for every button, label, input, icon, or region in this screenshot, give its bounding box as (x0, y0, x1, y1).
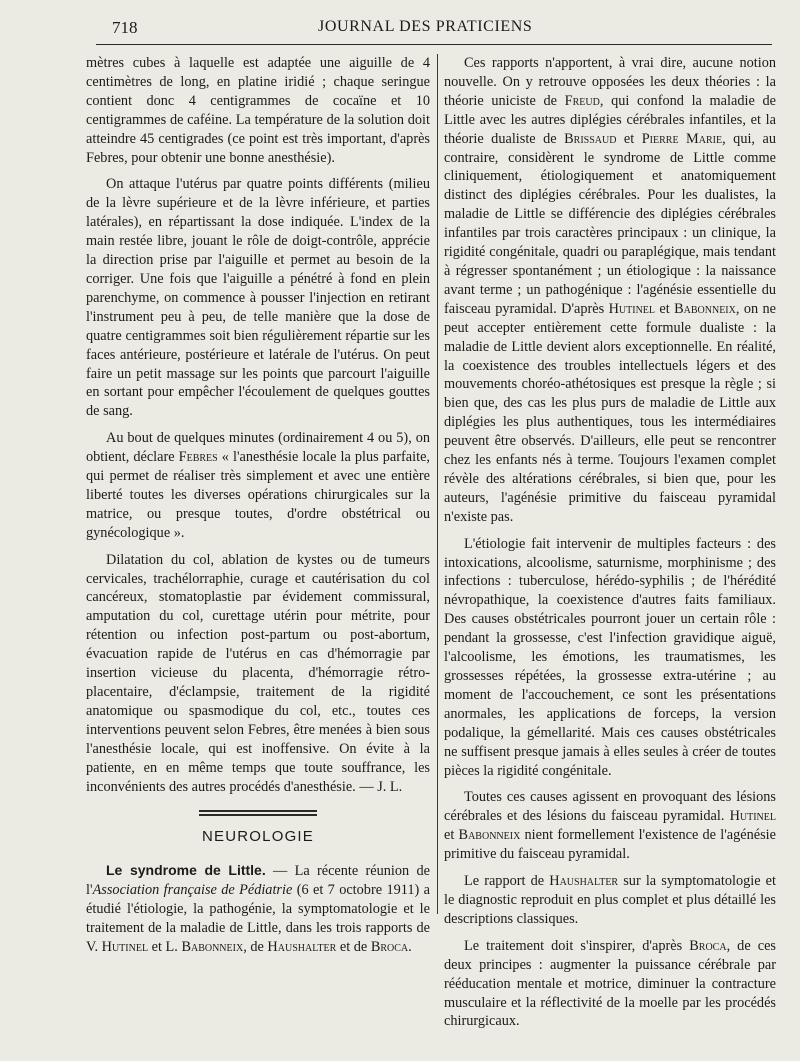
author-name: Hutinel (101, 938, 149, 955)
article-title: Le syndrome de Little. (106, 862, 266, 879)
text-run: , on ne peut accepter entièrement cette formule dualiste : la maladie de Little devient alors exceptionnelle. En réalité, la coexistence des troubles intellectuels légers et des mouvements choréo-athétosiques est presque la règle ; si bien que, des cas les plus purs de maladie de Little aux diplégies les plus authentiques, tous les intermédiaires peuvent être observés. D'ailleurs, elle peut se rencontrer chez les enfants nés à terme. Toujours l'examen complet révèle des altérations cérébrales, si bien que, pour les auteurs, l'agénésie primitive du faisceau pyramidal n'existe pas. (444, 300, 777, 525)
right-column (444, 54, 776, 1039)
author-name: Haushalter (549, 873, 619, 890)
author-name: Broca (689, 937, 727, 954)
text-run: « l'anesthésie locale la plus parfaite, qui permet de réaliser très simplement et avec une entière liberté toutes les diverses opérations chirurgicales sur la matrice, ou presque toutes, d'ordre obstétrical ou gynécologique ». (86, 449, 430, 541)
paragraph-etiology: L'étiologie fait intervenir de multiples facteurs : des intoxications, alcoolisme, saturnisme, morphinisme ; des infections : tuberculose, hérédo-syphilis ; de l'hérédité névropathique, la coexistence d'autres faits familiaux. Des causes obstétricales pourront jouer un certain rôle : pendant la grossesse, c'est l'infection gravidique aiguë, l'alcoolisme, les émotions, les traumatismes, les grossesses répétées, la grossesse extra-utérine ; au moment de l'accouchement, ce sont les présentations anormales, les applications de forceps, la version podalique, la gémellarité. Mais ces causes obstétricales ne suffisent presque jamais à elles seules à créer de toutes pièces la rigidité congénitale. (444, 535, 776, 779)
paragraph-cocaine-solution: mètres cubes à laquelle est adaptée une aiguille de 4 centimètres de long, en platine iridié ; chaque seringue contient donc 4 centigrammes de cocaïne et 10 centigrammes de caféine. La température de la solution doit atteindre 45 centigrades (ce point est très important, d'après Febres, pour obtenir une bonne anesthésie). (86, 55, 430, 166)
text-run: et (616, 130, 642, 147)
author-name: Pierre Marie (641, 130, 723, 147)
text-run: , qui, au contraire, considèrent le syndrome de Little comme cliniquement, étiologiquement et anatomiquement distinct des diplégies cérébrales. Pour les dualistes, la maladie de Little se différencie des diplégies cérébrales infantiles par trois caractères principaux : un clinique, la rigidité congénitale, quadri ou paraplégique, mais tendant à régresser spontanément ; un étiologique : la naissance avant terme ; un pathogénique : l'agénésie essentielle du faisceau pyramidal. D'après (444, 130, 776, 317)
author-name: Hutinel (729, 808, 776, 825)
text-run: et (444, 827, 459, 844)
association-name: Association française de Pédiatrie (92, 882, 293, 899)
text-run: Toutes ces causes agissent en provoquant des lésions cérébrales et des lésions du faisceau pyramidal. (444, 789, 776, 825)
text-run: Ces rapports n'apportent, à vrai dire, aucune notion nouvelle. On y retrouve opposées les deux théories : la théorie uniciste de (444, 55, 776, 109)
running-header (0, 16, 800, 44)
text-run: Le rapport de (464, 873, 550, 890)
author-name: Freud (564, 92, 600, 109)
column-divider (437, 54, 438, 914)
text-run: — La récente réunion de l' (86, 863, 430, 899)
text-run: sur la symptomatologie et le diagnostic reproduit en plus complet et plus détaillé les descriptions classiques. (444, 873, 776, 927)
text-run: . (408, 938, 412, 955)
page-number: 718 (112, 18, 138, 37)
section-separator (199, 810, 317, 816)
section-title: NEUROLOGIE (201, 828, 315, 846)
text-run: Au bout de quelques minutes (ordinairement 4 ou 5), on obtient, déclare (86, 430, 430, 466)
text-run: (6 et 7 octobre 1911) a étudié l'étiologie, la pathogénie, la symptomatologie et le traitement de la maladie de Little, dans les trois rapports de V. (86, 882, 430, 955)
text-run: et L. (148, 938, 182, 955)
paragraph-operations-list: Dilatation du col, ablation de kystes ou de tumeurs cervicales, trachélorraphie, curage et cautérisation du col cancéreux, stomatoplastie par évidement commissural, amputation du col, curettage utérin pour métrite, pour rétention ou infection post-partum ou post-abortum, évacuation rapide de l'utérus en cas d'hémorragie par insertion vicieuse du placenta, d'hémorragie rétro-placentaire, d'éclampsie, traitement de la rigidité anatomique ou spasmodique du col, etc., toutes ces interventions peuvent selon Febres, être menées à bien sous l'anesthésie locale, qui est inoffensive. On évite à la patiente, en en même temps que toute souffrance, les inconvénients des autres procédés d'anesthésie. — J. L. (86, 551, 430, 795)
text-run: , qui confond la maladie de Little avec les autres diplégies cérébrales infantiles, et la théorie dualiste de (444, 92, 776, 147)
paragraph-lesions (444, 788, 776, 864)
text-run: et de (336, 938, 371, 955)
journal-title: JOURNAL DES PRATICIENS (318, 18, 533, 35)
author-name: Brissaud (564, 130, 617, 147)
header-rule (96, 44, 772, 45)
author-name: Haushalter (267, 938, 337, 955)
paragraph-treatment (444, 937, 776, 1032)
text-run: , de (243, 938, 268, 955)
text-run: et (655, 300, 675, 317)
paragraph-uterus-injection: On attaque l'utérus par quatre points différents (milieu de la lèvre supérieure et de la lèvre inférieure, et parties latérales), en répartissant la dose indiquée. L'index de la main restée libre, jouant le rôle de doigt-contrôle, apprécie la direction prise par l'aiguille et permet au besoin de la corriger. Une fois que l'aiguille a pénétré à fond en plein parenchyme, on commence à pousser l'injection en retirant l'instrument peu à peu, de telle manière que la dose de quatre centigrammes soit bien régulièrement répartie sur les faces antérieure, postérieure et latérale de l'utérus. On peut faire un petit massage sur les points que parcourt l'aiguille en sortant pour empêcher l'écoulement de quelques gouttes de sang. (86, 176, 430, 420)
paragraph-symptomatology (444, 872, 776, 929)
author-name: Broca (370, 938, 409, 955)
paragraph-theories (444, 54, 776, 527)
text-run: nient formellement l'existence de l'agénésie primitive du faisceau pyramidal. (444, 827, 776, 863)
author-name: Febres (178, 449, 218, 466)
paragraph-anesthesia-result (86, 429, 430, 542)
text-run: Le traitement doit s'inspirer, d'après (464, 937, 690, 954)
author-name: Babonneix (674, 300, 736, 317)
left-column (86, 54, 430, 965)
text-run: , de ces deux principes : augmenter la puissance cérébrale par rééducation mentale et motrice, diminuer la contracture musculaire et la réflectivité de la moelle par les procédés chirurgicaux. (444, 937, 776, 1030)
author-name: Hutinel (608, 300, 656, 317)
author-name: Babonneix (181, 938, 244, 955)
author-name: Babonneix (458, 827, 521, 844)
paragraph-little-syndrome-intro (86, 861, 430, 957)
